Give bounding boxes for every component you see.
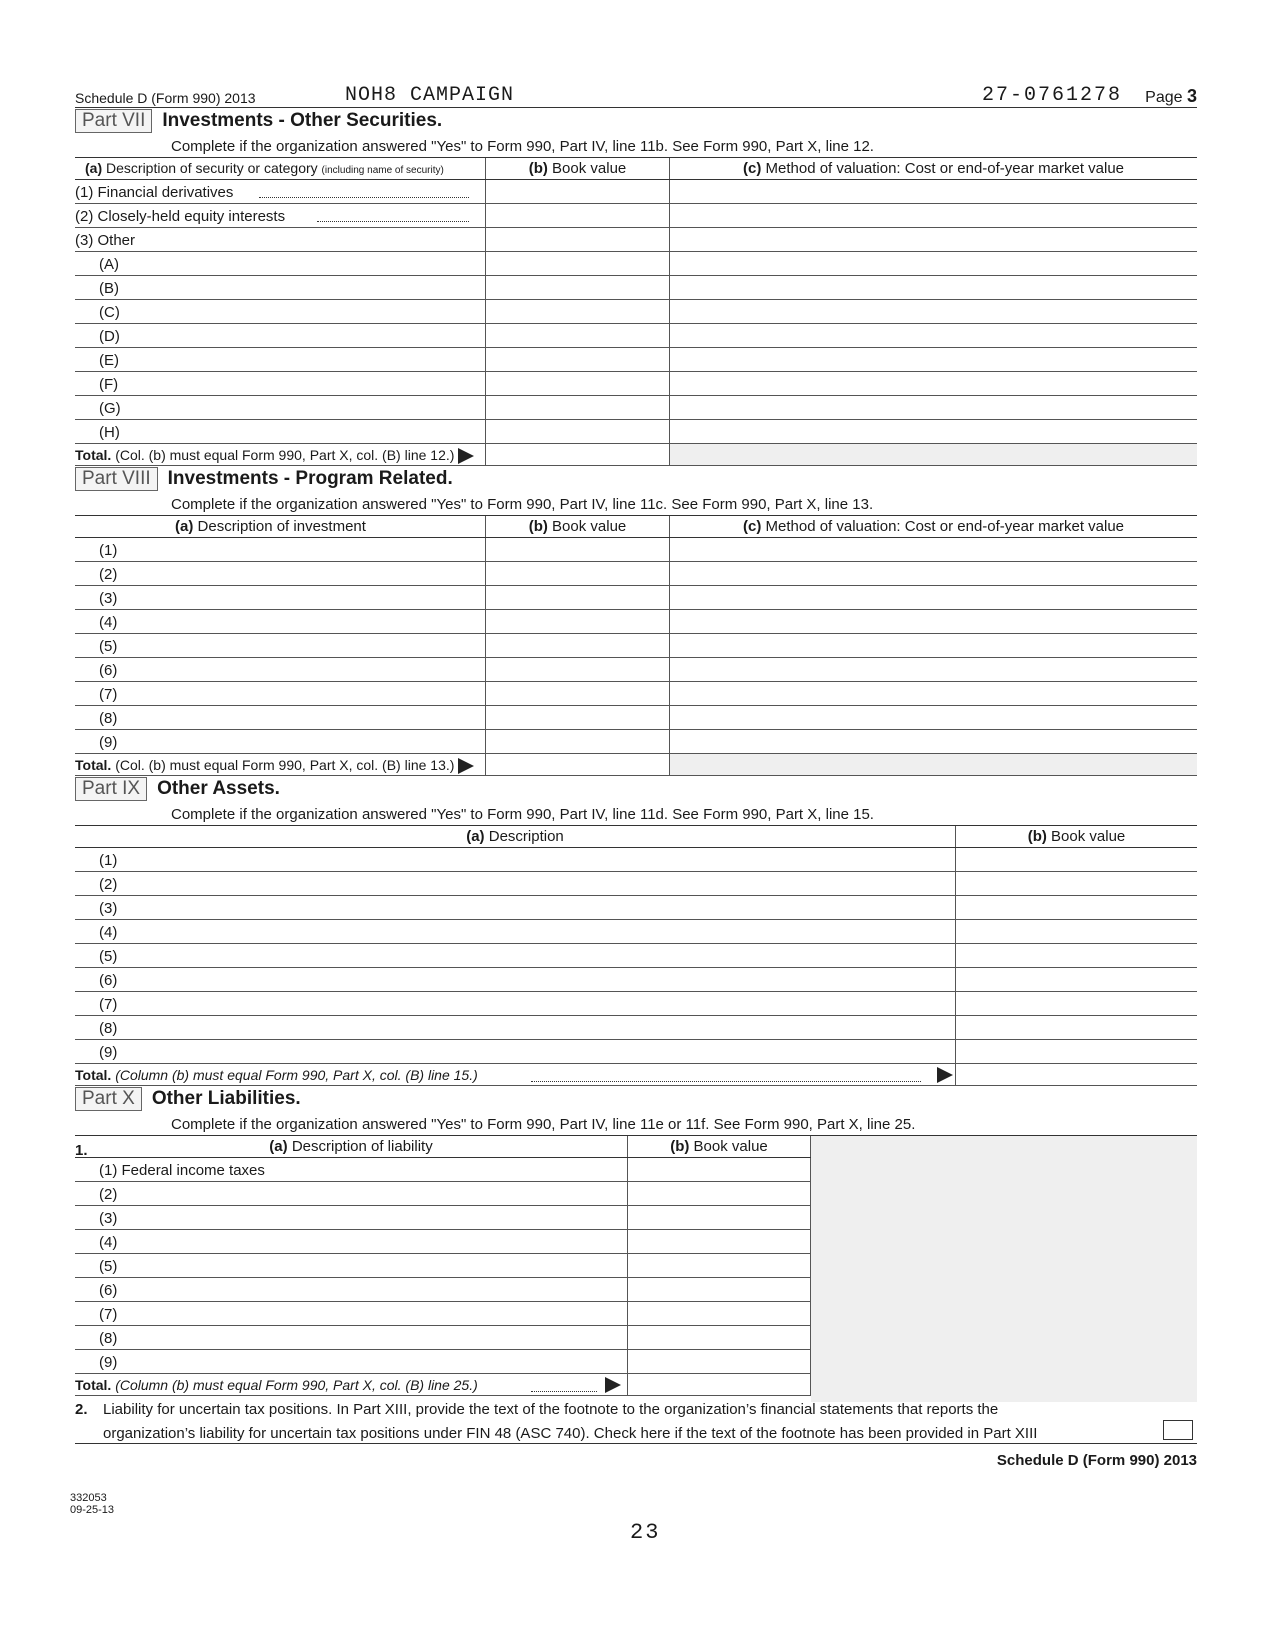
- part9-row: [75, 968, 1197, 992]
- organization-name: NOH8 CAMPAIGN: [345, 84, 515, 107]
- part8-total-input[interactable]: [485, 754, 669, 775]
- part7-row: [75, 396, 1197, 420]
- part7-row: [75, 252, 1197, 276]
- part9-row: [75, 920, 1197, 944]
- part7-total-input[interactable]: [485, 444, 669, 465]
- part9-table: [75, 825, 1197, 1086]
- arrow-icon: [458, 448, 474, 464]
- part7-valuation-method-input[interactable]: [669, 252, 1197, 275]
- part10-row-label: (2): [99, 1186, 118, 1203]
- part8-col-a-header: (a) Description of investment: [175, 518, 366, 535]
- part8-book-value-input[interactable]: [485, 658, 669, 681]
- part7-row-label: (3) Other: [75, 232, 136, 249]
- part8-row: [75, 610, 1197, 634]
- part7-valuation-method-input[interactable]: [669, 180, 1197, 203]
- part9-book-value-input[interactable]: [955, 1016, 1197, 1039]
- part10-row: [75, 1278, 811, 1302]
- part8-book-value-input[interactable]: [485, 730, 669, 753]
- part9-row-label: (5): [99, 948, 118, 965]
- part9-row: [75, 872, 1197, 896]
- part7-book-value-input[interactable]: [485, 324, 669, 347]
- page-indicator: Page 3: [1145, 86, 1197, 106]
- part7-col-c-header: (c) Method of valuation: Cost or end-of-year market value: [742, 160, 1125, 177]
- part8-valuation-method-input[interactable]: [669, 634, 1197, 657]
- line2-number: 2.: [75, 1401, 88, 1418]
- part8-book-value-input[interactable]: [485, 706, 669, 729]
- form-code: 332053 09-25-13: [70, 1492, 115, 1516]
- part7-row-label: (C): [99, 304, 120, 321]
- part8-tag: Part VIII: [75, 467, 158, 491]
- part9-book-value-input[interactable]: [955, 920, 1197, 943]
- part7-book-value-input[interactable]: [485, 348, 669, 371]
- part7-valuation-method-input[interactable]: [669, 300, 1197, 323]
- part9-title: Other Assets.: [157, 778, 280, 799]
- part9-row-label: (8): [99, 1020, 118, 1037]
- part9-total-input[interactable]: [955, 1064, 1197, 1085]
- part9-row: [75, 992, 1197, 1016]
- part10-row: [75, 1158, 811, 1182]
- part10-book-value-input[interactable]: [627, 1158, 811, 1181]
- part10-col-b-header: (b) Book value: [670, 1138, 768, 1155]
- part9-book-value-input[interactable]: [955, 1040, 1197, 1063]
- part9-row-label: (7): [99, 996, 118, 1013]
- part7-book-value-input[interactable]: [485, 300, 669, 323]
- form-header: [75, 80, 1197, 108]
- part8-row: [75, 682, 1197, 706]
- part7-book-value-input[interactable]: [485, 204, 669, 227]
- part7-total-row: Total. (Col. (b) must equal Form 990, Part X, col. (B) line 12.): [75, 444, 1197, 466]
- part9-row-label: (3): [99, 900, 118, 917]
- part7-book-value-input[interactable]: [485, 252, 669, 275]
- part10-row-label: (4): [99, 1234, 118, 1251]
- part7-row: [75, 276, 1197, 300]
- line2-block: [75, 1396, 1197, 1444]
- part10-row: [75, 1230, 811, 1254]
- part10-row: [75, 1182, 811, 1206]
- part8-valuation-method-input[interactable]: [669, 706, 1197, 729]
- part9-book-value-input[interactable]: [955, 848, 1197, 871]
- part10-row: [75, 1302, 811, 1326]
- part10-row-label: (9): [99, 1354, 118, 1371]
- part9-row: [75, 896, 1197, 920]
- part7-row-label: (H): [99, 424, 120, 441]
- part7-row: [75, 228, 1197, 252]
- part10-row-label: (1) Federal income taxes: [99, 1162, 265, 1179]
- part10-row: [75, 1206, 811, 1230]
- footnote-checkbox[interactable]: [1163, 1420, 1193, 1440]
- part8-table: [75, 515, 1197, 776]
- part8-book-value-input[interactable]: [485, 586, 669, 609]
- employer-id-number: 27-0761278: [981, 84, 1122, 107]
- part8-total-row: Total. (Col. (b) must equal Form 990, Part X, col. (B) line 13.): [75, 754, 1197, 776]
- part9-row: [75, 848, 1197, 872]
- part7-row-label: (A): [99, 256, 119, 273]
- part7-valuation-method-input[interactable]: [669, 228, 1197, 251]
- part8-row-label: (3): [99, 590, 118, 607]
- part8-row: [75, 730, 1197, 754]
- part7-row: [75, 300, 1197, 324]
- part10-row-label: (3): [99, 1210, 118, 1227]
- part8-row: [75, 538, 1197, 562]
- part9-header-row: [75, 826, 1197, 848]
- part9-book-value-input[interactable]: [955, 968, 1197, 991]
- part8-row: [75, 634, 1197, 658]
- part9-book-value-input[interactable]: [955, 944, 1197, 967]
- line2-text-2: organization’s liability for uncertain tax positions under FIN 48 (ASC 740). Check here if the text of the footnote has been provided in Part XIII: [103, 1425, 1038, 1442]
- part9-header: [75, 776, 1197, 802]
- part8-book-value-input[interactable]: [485, 562, 669, 585]
- part10-row-label: (5): [99, 1258, 118, 1275]
- part7-book-value-input[interactable]: [485, 420, 669, 443]
- part7-row-label: (2) Closely-held equity interests: [75, 208, 286, 225]
- part7-book-value-input[interactable]: [485, 276, 669, 299]
- part8-valuation-method-input[interactable]: [669, 562, 1197, 585]
- part7-row-label: (D): [99, 328, 120, 345]
- arrow-icon: [458, 758, 474, 774]
- part10-book-value-input[interactable]: [627, 1326, 811, 1349]
- part7-col-b-header: (b) Book value: [528, 160, 627, 177]
- part7-header: [75, 108, 1197, 134]
- part8-row: [75, 562, 1197, 586]
- part10-book-value-input[interactable]: [627, 1182, 811, 1205]
- part10-col-a-header: (a) Description of liability: [269, 1138, 433, 1155]
- part7-tag: Part VII: [75, 109, 152, 133]
- part8-row-label: (1): [99, 542, 118, 559]
- part10-row: [75, 1254, 811, 1278]
- part8-instructions: Complete if the organization answered "Yes" to Form 990, Part IV, line 11c. See Form 990, Part X, line 13.: [171, 496, 874, 513]
- part7-row-label: (B): [99, 280, 119, 297]
- part10-tag: Part X: [75, 1087, 142, 1111]
- part8-row-label: (7): [99, 686, 118, 703]
- arrow-icon: [937, 1067, 953, 1083]
- part8-col-c-header: (c) Method of valuation: Cost or end-of-year market value: [742, 518, 1125, 535]
- part9-book-value-input[interactable]: [955, 872, 1197, 895]
- part8-book-value-input[interactable]: [485, 634, 669, 657]
- schedule-label: Schedule D (Form 990) 2013: [75, 90, 256, 106]
- part7-book-value-input[interactable]: [485, 396, 669, 419]
- part9-book-value-input[interactable]: [955, 992, 1197, 1015]
- part8-row-label: (5): [99, 638, 118, 655]
- part8-row: [75, 706, 1197, 730]
- part10-total-input[interactable]: [627, 1374, 811, 1395]
- part9-row: [75, 1040, 1197, 1064]
- part7-row: [75, 372, 1197, 396]
- part7-valuation-method-input[interactable]: [669, 348, 1197, 371]
- part9-row-label: (1): [99, 852, 118, 869]
- part9-total-row: Total. (Column (b) must equal Form 990, Part X, col. (B) line 15.): [75, 1064, 1197, 1086]
- part10-row: [75, 1326, 811, 1350]
- part9-col-a-header: (a) Description: [466, 828, 564, 845]
- part8-valuation-method-input[interactable]: [669, 538, 1197, 561]
- part7-instructions: Complete if the organization answered "Yes" to Form 990, Part IV, line 11b. See Form 990, Part X, line 12.: [171, 138, 874, 155]
- part9-row-label: (4): [99, 924, 118, 941]
- part9-book-value-input[interactable]: [955, 896, 1197, 919]
- part10-row-label: (7): [99, 1306, 118, 1323]
- part8-row-label: (9): [99, 734, 118, 751]
- part9-col-b-header: (b) Book value: [1027, 828, 1126, 845]
- arrow-icon: [605, 1377, 621, 1393]
- part7-valuation-method-input[interactable]: [669, 324, 1197, 347]
- part8-header: [75, 466, 1197, 492]
- part9-row-label: (9): [99, 1044, 118, 1061]
- part7-book-value-input[interactable]: [485, 228, 669, 251]
- line1-number: 1.: [75, 1142, 88, 1159]
- part10-book-value-input[interactable]: [627, 1350, 811, 1373]
- part7-row-label: (G): [99, 400, 121, 417]
- part7-row: [75, 204, 1197, 228]
- part10-header: [75, 1086, 1197, 1112]
- part10-row-label: (6): [99, 1282, 118, 1299]
- part7-valuation-method-input[interactable]: [669, 420, 1197, 443]
- part7-row: [75, 324, 1197, 348]
- part10-book-value-input[interactable]: [627, 1206, 811, 1229]
- part7-row: [75, 420, 1197, 444]
- part10-instructions: Complete if the organization answered "Yes" to Form 990, Part IV, line 11e or 11f. See Form 990, Part X, line 25.: [171, 1116, 916, 1133]
- part10-book-value-input[interactable]: [627, 1278, 811, 1301]
- page-number: 23: [630, 1520, 661, 1545]
- line2-text-1: Liability for uncertain tax positions. In Part XIII, provide the text of the footnote to the organization’s financial statements that reports the: [103, 1401, 999, 1418]
- part8-row-label: (8): [99, 710, 118, 727]
- part10-row-label: (8): [99, 1330, 118, 1347]
- part7-valuation-method-input[interactable]: [669, 276, 1197, 299]
- part7-book-value-input[interactable]: [485, 372, 669, 395]
- part8-title: Investments - Program Related.: [167, 468, 453, 489]
- part10-table: [75, 1135, 1197, 1396]
- part7-row-label: (1) Financial derivatives: [75, 184, 234, 201]
- part7-row-label: (F): [99, 376, 119, 393]
- part7-header-row: [75, 158, 1197, 180]
- part10-header-row: [75, 1136, 811, 1158]
- part7-valuation-method-input[interactable]: [669, 204, 1197, 227]
- part8-valuation-method-input[interactable]: [669, 610, 1197, 633]
- part7-row: [75, 180, 1197, 204]
- part7-row: [75, 348, 1197, 372]
- part10-title: Other Liabilities.: [151, 1088, 301, 1109]
- part7-title: Investments - Other Securities.: [162, 110, 443, 131]
- part10-book-value-input[interactable]: [627, 1254, 811, 1277]
- part8-valuation-method-input[interactable]: [669, 682, 1197, 705]
- part8-book-value-input[interactable]: [485, 610, 669, 633]
- part7-valuation-method-input[interactable]: [669, 396, 1197, 419]
- form-page: [75, 80, 1197, 1474]
- part8-row: [75, 586, 1197, 610]
- part10-row: [75, 1350, 811, 1374]
- part8-row-label: (2): [99, 566, 118, 583]
- part10-book-value-input[interactable]: [627, 1302, 811, 1325]
- part7-table: [75, 157, 1197, 466]
- part9-row-label: (6): [99, 972, 118, 989]
- part8-book-value-input[interactable]: [485, 538, 669, 561]
- part8-valuation-method-input[interactable]: [669, 730, 1197, 753]
- part8-valuation-method-input[interactable]: [669, 586, 1197, 609]
- schedule-footer: Schedule D (Form 990) 2013: [996, 1452, 1197, 1469]
- part10-total-row: Total. (Column (b) must equal Form 990, Part X, col. (B) line 25.): [75, 1374, 811, 1396]
- part7-book-value-input[interactable]: [485, 180, 669, 203]
- part10-shaded-area: [811, 1136, 1197, 1402]
- part8-valuation-method-input[interactable]: [669, 658, 1197, 681]
- part8-row-label: (4): [99, 614, 118, 631]
- part8-row-label: (6): [99, 662, 118, 679]
- part9-instructions: Complete if the organization answered "Yes" to Form 990, Part IV, line 11d. See Form 990, Part X, line 15.: [171, 806, 874, 823]
- part9-tag: Part IX: [75, 777, 147, 801]
- part9-row: [75, 1016, 1197, 1040]
- part8-row: [75, 658, 1197, 682]
- part10-book-value-input[interactable]: [627, 1230, 811, 1253]
- part7-valuation-method-input[interactable]: [669, 372, 1197, 395]
- part8-header-row: [75, 516, 1197, 538]
- part9-row: [75, 944, 1197, 968]
- part8-col-b-header: (b) Book value: [528, 518, 627, 535]
- part7-col-a-header: (a) Description of security or category (including name of security): [85, 160, 444, 176]
- part8-book-value-input[interactable]: [485, 682, 669, 705]
- part9-row-label: (2): [99, 876, 118, 893]
- part7-row-label: (E): [99, 352, 119, 369]
